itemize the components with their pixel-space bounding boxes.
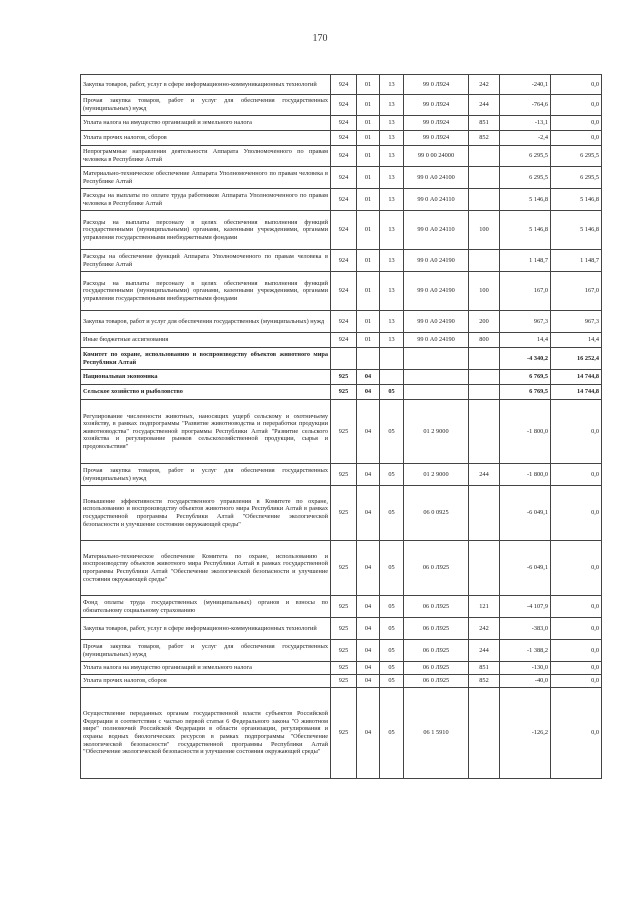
amount-change-cell: -6 049,1	[500, 486, 551, 541]
row-name-cell: Расходы на выплаты персоналу в целях обеспечения выполнения функций государственными (муниципальными) органами, казенными учреждениями, органами управления государственными внебюджетными фондами	[81, 272, 331, 311]
subsection-code-cell: 05	[380, 688, 404, 779]
section-code-cell: 01	[357, 75, 380, 95]
table-row	[81, 95, 602, 116]
section-code-cell: 04	[357, 640, 380, 662]
section-code-cell: 04	[357, 541, 380, 596]
amount-total-cell: 0,0	[551, 541, 602, 596]
subsection-code-cell: 13	[380, 95, 404, 116]
subsection-code-cell: 05	[380, 618, 404, 640]
amount-total-cell: 0,0	[551, 640, 602, 662]
ministry-code-cell: 925	[331, 541, 357, 596]
table-row	[81, 486, 602, 541]
amount-change-cell: 14,4	[500, 333, 551, 348]
amount-total-cell: 967,3	[551, 311, 602, 333]
table-row	[81, 189, 602, 211]
amount-total-cell: 6 295,5	[551, 146, 602, 167]
section-code-cell: 01	[357, 211, 380, 250]
amount-change-cell: 967,3	[500, 311, 551, 333]
target-article-cell	[404, 370, 469, 385]
ministry-code-cell	[331, 348, 357, 370]
row-name-cell: Уплата прочих налогов, сборов	[81, 131, 331, 146]
ministry-code-cell: 925	[331, 618, 357, 640]
amount-total-cell: 1 148,7	[551, 250, 602, 272]
section-code-cell: 01	[357, 167, 380, 189]
subsection-code-cell: 13	[380, 333, 404, 348]
amount-total-cell: 5 146,8	[551, 189, 602, 211]
amount-total-cell: 5 146,8	[551, 211, 602, 250]
subsection-code-cell: 13	[380, 211, 404, 250]
ministry-code-cell: 924	[331, 146, 357, 167]
ministry-code-cell: 925	[331, 596, 357, 618]
expense-type-cell: 244	[469, 95, 500, 116]
amount-total-cell: 0,0	[551, 131, 602, 146]
row-name-cell: Расходы на выплаты персоналу в целях обеспечения выполнения функций государственными (муниципальными) органами, казенными учреждениями, органами управления государственными внебюджетными фондами	[81, 211, 331, 250]
expense-type-cell	[469, 385, 500, 400]
expense-type-cell: 244	[469, 640, 500, 662]
ministry-code-cell: 924	[331, 75, 357, 95]
target-article-cell: 99 0 А0 24190	[404, 272, 469, 311]
table-row	[81, 464, 602, 486]
section-code-cell: 04	[357, 675, 380, 688]
subsection-code-cell: 13	[380, 272, 404, 311]
target-article-cell: 99 0 А0 24110	[404, 211, 469, 250]
table-row	[81, 400, 602, 464]
amount-change-cell: 6 295,5	[500, 167, 551, 189]
amount-change-cell: -1 800,0	[500, 400, 551, 464]
ministry-code-cell: 925	[331, 400, 357, 464]
amount-total-cell: 0,0	[551, 675, 602, 688]
ministry-code-cell: 924	[331, 272, 357, 311]
subsection-code-cell: 13	[380, 116, 404, 131]
table-row	[81, 385, 602, 400]
ministry-code-cell: 924	[331, 95, 357, 116]
table-row	[81, 662, 602, 675]
section-code-cell: 01	[357, 272, 380, 311]
expense-type-cell	[469, 348, 500, 370]
amount-total-cell: 0,0	[551, 688, 602, 779]
expense-type-cell	[469, 189, 500, 211]
row-name-cell: Уплата налога на имущество организаций и земельного налога	[81, 662, 331, 675]
amount-change-cell: -13,1	[500, 116, 551, 131]
target-article-cell: 99 0 Л924	[404, 95, 469, 116]
row-name-cell: Прочая закупка товаров, работ и услуг для обеспечения государственных (муниципальных) нужд	[81, 464, 331, 486]
subsection-code-cell: 13	[380, 75, 404, 95]
table-body	[81, 75, 602, 779]
target-article-cell: 06 0 Л925	[404, 541, 469, 596]
section-code-cell: 04	[357, 688, 380, 779]
table-row	[81, 250, 602, 272]
expense-type-cell: 121	[469, 596, 500, 618]
amount-change-cell: -126,2	[500, 688, 551, 779]
amount-total-cell: 0,0	[551, 464, 602, 486]
target-article-cell: 06 0 Л925	[404, 662, 469, 675]
section-code-cell: 01	[357, 131, 380, 146]
amount-change-cell: 167,0	[500, 272, 551, 311]
amount-change-cell: -383,0	[500, 618, 551, 640]
section-code-cell: 04	[357, 370, 380, 385]
amount-change-cell: 5 146,8	[500, 211, 551, 250]
amount-total-cell: 0,0	[551, 486, 602, 541]
amount-total-cell: 14,4	[551, 333, 602, 348]
target-article-cell: 99 0 А0 24190	[404, 333, 469, 348]
table-row	[81, 618, 602, 640]
expense-type-cell: 800	[469, 333, 500, 348]
target-article-cell: 99 0 Л924	[404, 75, 469, 95]
table-row	[81, 675, 602, 688]
table-row	[81, 370, 602, 385]
target-article-cell: 99 0 А0 24190	[404, 250, 469, 272]
amount-change-cell: 6 295,5	[500, 146, 551, 167]
subsection-code-cell: 13	[380, 167, 404, 189]
subsection-code-cell: 05	[380, 675, 404, 688]
section-code-cell: 01	[357, 333, 380, 348]
target-article-cell: 06 0 Л925	[404, 596, 469, 618]
table-row	[81, 211, 602, 250]
row-name-cell: Регулирование численности животных, наносящих ущерб сельскому и охотничьему хозяйству, в рамках подпрограммы "Развитие животноводства и переработки продукции животноводства" государственной программы Республики Алтай "Развитие сельского хозяйства и регулирование рынков сельскохозяйственной продукции, сырья и продовольствия"	[81, 400, 331, 464]
table-row	[81, 688, 602, 779]
ministry-code-cell: 924	[331, 167, 357, 189]
target-article-cell: 99 0 А0 24190	[404, 311, 469, 333]
ministry-code-cell: 924	[331, 116, 357, 131]
ministry-code-cell: 925	[331, 370, 357, 385]
subsection-code-cell: 05	[380, 464, 404, 486]
amount-change-cell: -1 800,0	[500, 464, 551, 486]
row-name-cell: Уплата прочих налогов, сборов	[81, 675, 331, 688]
row-name-cell: Осуществление переданных органам государственной власти субъектов Российской Федерации в соответствии с частью первой статьи 6 Федерального закона "О животном мире" полномочий Российской Федерации в области организации, регулирования и охраны водных биологических ресурсов в рамках подпрограммы "Обеспечение экологической безопасности" государственной программы Республики Алтай "Обеспечение экологической безопасности и улучшение состояния окружающей среды"	[81, 688, 331, 779]
ministry-code-cell: 925	[331, 640, 357, 662]
ministry-code-cell: 924	[331, 189, 357, 211]
target-article-cell: 99 0 Л924	[404, 131, 469, 146]
target-article-cell: 01 2 9000	[404, 464, 469, 486]
amount-total-cell: 0,0	[551, 400, 602, 464]
amount-total-cell: 6 295,5	[551, 167, 602, 189]
subsection-code-cell: 05	[380, 662, 404, 675]
table-row	[81, 167, 602, 189]
expense-type-cell: 851	[469, 116, 500, 131]
expense-type-cell: 244	[469, 464, 500, 486]
row-name-cell: Расходы на выплаты по оплате труда работников Аппарата Уполномоченного по правам человека в Республике Алтай	[81, 189, 331, 211]
row-name-cell: Иные бюджетные ассигнования	[81, 333, 331, 348]
row-name-cell: Закупка товаров, работ и услуг для обеспечения государственных (муниципальных) нужд	[81, 311, 331, 333]
section-code-cell: 01	[357, 250, 380, 272]
target-article-cell: 99 0 А0 24100	[404, 167, 469, 189]
expense-type-cell	[469, 167, 500, 189]
expense-type-cell: 851	[469, 662, 500, 675]
row-name-cell: Прочая закупка товаров, работ и услуг для обеспечения государственных (муниципальных) нужд	[81, 95, 331, 116]
amount-change-cell: 1 148,7	[500, 250, 551, 272]
table-row	[81, 272, 602, 311]
row-name-cell: Расходы на обеспечение функций Аппарата Уполномоченного по правам человека в Республике Алтай	[81, 250, 331, 272]
amount-change-cell: -240,1	[500, 75, 551, 95]
section-code-cell: 01	[357, 116, 380, 131]
amount-total-cell: 16 252,4	[551, 348, 602, 370]
row-name-cell: Материально-техническое обеспечение Аппарата Уполномоченного по правам человека в Республике Алтай	[81, 167, 331, 189]
ministry-code-cell: 925	[331, 385, 357, 400]
expense-type-cell	[469, 541, 500, 596]
amount-total-cell: 14 744,8	[551, 385, 602, 400]
amount-change-cell: -2,4	[500, 131, 551, 146]
ministry-code-cell: 924	[331, 131, 357, 146]
section-code-cell: 01	[357, 95, 380, 116]
expense-type-cell: 100	[469, 211, 500, 250]
ministry-code-cell: 924	[331, 250, 357, 272]
ministry-code-cell: 925	[331, 675, 357, 688]
expense-type-cell	[469, 486, 500, 541]
subsection-code-cell: 13	[380, 311, 404, 333]
target-article-cell: 06 0 Л925	[404, 640, 469, 662]
expense-type-cell	[469, 250, 500, 272]
section-code-cell: 04	[357, 618, 380, 640]
row-name-cell: Национальная экономика	[81, 370, 331, 385]
ministry-code-cell: 925	[331, 662, 357, 675]
subsection-code-cell: 05	[380, 596, 404, 618]
target-article-cell: 06 0 Л925	[404, 675, 469, 688]
amount-total-cell: 0,0	[551, 618, 602, 640]
target-article-cell	[404, 385, 469, 400]
subsection-code-cell: 05	[380, 400, 404, 464]
amount-change-cell: -130,0	[500, 662, 551, 675]
subsection-code-cell: 05	[380, 640, 404, 662]
row-name-cell: Непрограммные направления деятельности Аппарата Уполномоченного по правам человека в Республике Алтай	[81, 146, 331, 167]
table-row	[81, 311, 602, 333]
row-name-cell: Уплата налога на имущество организаций и земельного налога	[81, 116, 331, 131]
subsection-code-cell: 13	[380, 189, 404, 211]
row-name-cell: Материально-техническое обеспечение Комитета по охране, использованию и воспроизводству объектов животного мира Республики Алтай в рамках государственной программы Республики Алтай "Обеспечение экологической безопасности и улучшение состояния окружающей среды"	[81, 541, 331, 596]
table-row	[81, 596, 602, 618]
table-row	[81, 131, 602, 146]
expense-type-cell	[469, 688, 500, 779]
expense-type-cell: 852	[469, 675, 500, 688]
table-row	[81, 146, 602, 167]
amount-total-cell: 14 744,8	[551, 370, 602, 385]
expense-type-cell	[469, 400, 500, 464]
section-code-cell: 04	[357, 385, 380, 400]
amount-total-cell: 0,0	[551, 662, 602, 675]
amount-change-cell: -764,6	[500, 95, 551, 116]
table-row	[81, 541, 602, 596]
amount-total-cell: 0,0	[551, 75, 602, 95]
section-code-cell: 04	[357, 486, 380, 541]
section-code-cell: 01	[357, 146, 380, 167]
amount-change-cell: -6 049,1	[500, 541, 551, 596]
target-article-cell: 06 0 Л925	[404, 618, 469, 640]
amount-change-cell: -40,0	[500, 675, 551, 688]
ministry-code-cell: 924	[331, 211, 357, 250]
amount-change-cell: -4 340,2	[500, 348, 551, 370]
expense-type-cell: 242	[469, 75, 500, 95]
subsection-code-cell	[380, 348, 404, 370]
target-article-cell: 06 1 5910	[404, 688, 469, 779]
subsection-code-cell: 13	[380, 146, 404, 167]
table-row	[81, 75, 602, 95]
amount-change-cell: 6 769,5	[500, 385, 551, 400]
subsection-code-cell: 13	[380, 131, 404, 146]
table-row	[81, 348, 602, 370]
amount-change-cell: -1 388,2	[500, 640, 551, 662]
section-code-cell: 01	[357, 189, 380, 211]
expense-type-cell: 200	[469, 311, 500, 333]
budget-table	[80, 74, 602, 779]
expense-type-cell	[469, 370, 500, 385]
table-row	[81, 640, 602, 662]
subsection-code-cell	[380, 370, 404, 385]
amount-total-cell: 0,0	[551, 116, 602, 131]
ministry-code-cell: 924	[331, 333, 357, 348]
subsection-code-cell: 05	[380, 486, 404, 541]
target-article-cell: 99 0 00 24000	[404, 146, 469, 167]
table-row	[81, 333, 602, 348]
row-name-cell: Прочая закупка товаров, работ и услуг для обеспечения государственных (муниципальных) нужд	[81, 640, 331, 662]
section-code-cell: 04	[357, 596, 380, 618]
row-name-cell: Комитет по охране, использованию и воспроизводству объектов животного мира Республики Алтай	[81, 348, 331, 370]
target-article-cell: 99 0 Л924	[404, 116, 469, 131]
row-name-cell: Закупка товаров, работ, услуг в сфере информационно-коммуникационных технологий	[81, 75, 331, 95]
amount-change-cell: 6 769,5	[500, 370, 551, 385]
expense-type-cell: 242	[469, 618, 500, 640]
page-number: 170	[312, 33, 328, 44]
amount-change-cell: -4 107,9	[500, 596, 551, 618]
row-name-cell: Фонд оплаты труда государственных (муниципальных) органов и взносы по обязательному социальному страхованию	[81, 596, 331, 618]
section-code-cell	[357, 348, 380, 370]
expense-type-cell: 100	[469, 272, 500, 311]
row-name-cell: Повышение эффективности государственного управления в Комитете по охране, использованию и воспроизводству объектов животного мира Республики Алтай в рамках государственной программы Республики Алтай "Обеспечение экологической безопасности и улучшение состояния окружающей среды"	[81, 486, 331, 541]
row-name-cell: Сельское хозяйство и рыболовство	[81, 385, 331, 400]
target-article-cell: 06 0 0925	[404, 486, 469, 541]
ministry-code-cell: 924	[331, 311, 357, 333]
table-row	[81, 116, 602, 131]
target-article-cell: 99 0 А0 24110	[404, 189, 469, 211]
ministry-code-cell: 925	[331, 486, 357, 541]
section-code-cell: 04	[357, 400, 380, 464]
row-name-cell: Закупка товаров, работ, услуг в сфере информационно-коммуникационных технологий	[81, 618, 331, 640]
section-code-cell: 01	[357, 311, 380, 333]
ministry-code-cell: 925	[331, 688, 357, 779]
expense-type-cell: 852	[469, 131, 500, 146]
amount-total-cell: 0,0	[551, 95, 602, 116]
amount-total-cell: 0,0	[551, 596, 602, 618]
subsection-code-cell: 13	[380, 250, 404, 272]
target-article-cell: 01 2 9000	[404, 400, 469, 464]
target-article-cell	[404, 348, 469, 370]
expense-type-cell	[469, 146, 500, 167]
subsection-code-cell: 05	[380, 385, 404, 400]
section-code-cell: 04	[357, 662, 380, 675]
section-code-cell: 04	[357, 464, 380, 486]
amount-total-cell: 167,0	[551, 272, 602, 311]
subsection-code-cell: 05	[380, 541, 404, 596]
ministry-code-cell: 925	[331, 464, 357, 486]
amount-change-cell: 5 146,8	[500, 189, 551, 211]
